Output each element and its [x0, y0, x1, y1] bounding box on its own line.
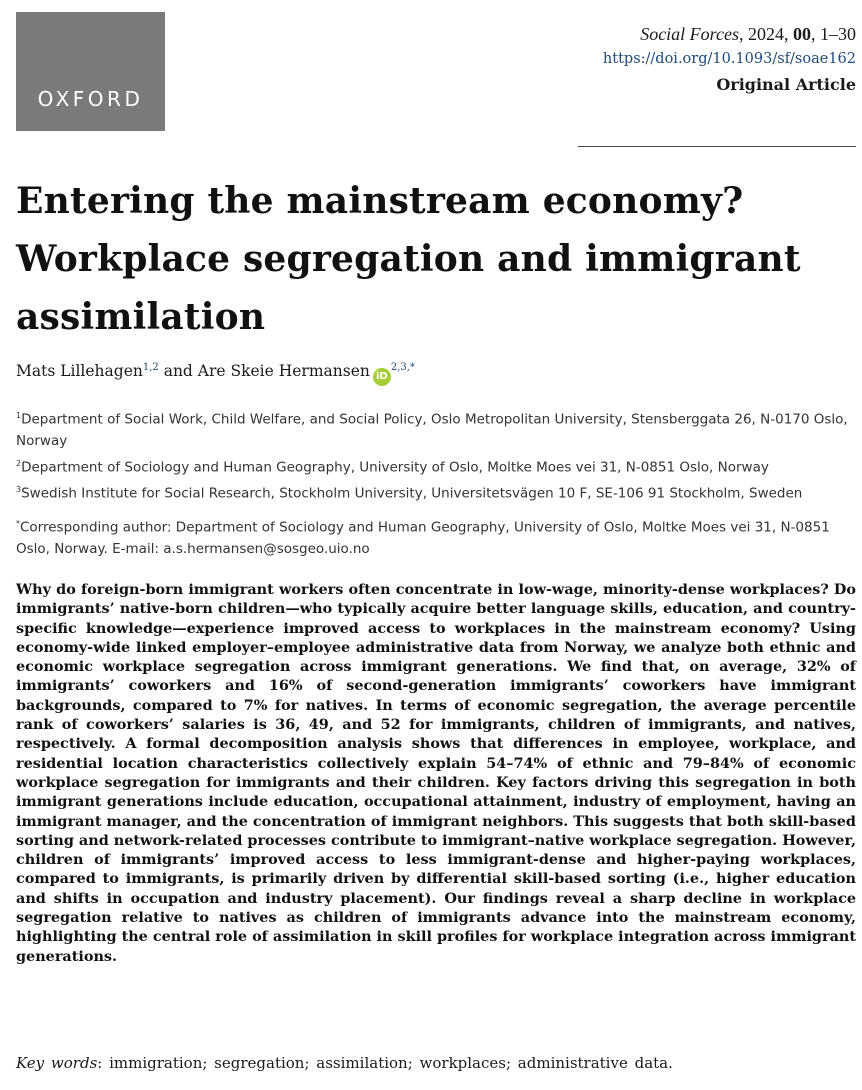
keywords-label: Key words	[16, 1054, 98, 1072]
author-2-name[interactable]: Are Skeie Hermansen	[197, 362, 370, 381]
affiliation-text: Department of Social Work, Child Welfare, and Social Policy, Oslo Metropolitan University, Stensberggata 26, N-0170 Oslo, Norway	[16, 411, 848, 449]
keywords	[16, 1054, 673, 1072]
affiliation-number: 3	[16, 484, 22, 494]
oxford-logo	[16, 12, 165, 131]
keywords-list: : immigration; segregation; assimilation; workplaces; administrative data.	[97, 1054, 673, 1072]
article-type: Original Article	[716, 75, 856, 94]
author-line	[16, 362, 415, 386]
affiliation-2	[16, 453, 856, 479]
author-2-affil[interactable]: 2,3,*	[390, 362, 415, 373]
article-title: Entering the mainstream economy? Workplace segregation and immigrant assimilation	[16, 180, 801, 338]
affiliation-text: Swedish Institute for Social Research, Stockholm University, Universitetsvägen 10 F, SE-106 91 Stockholm, Sweden	[21, 485, 803, 501]
citation-pages: , 1–30	[811, 24, 856, 44]
affiliation-number: 1	[16, 411, 22, 420]
corresponding-text: Corresponding author: Department of Sociology and Human Geography, University of Oslo, Moltke Moes vei 31, N-0851 Oslo, Norway. E-mail: a.s.hermansen@sosgeo.uio.no	[16, 519, 830, 557]
affiliations	[16, 405, 856, 560]
affiliation-number: 2	[16, 458, 22, 468]
citation-volume: 00	[793, 24, 811, 44]
corresponding-author	[16, 513, 856, 561]
journal-name: Social Forces	[640, 24, 739, 44]
affiliation-3	[16, 479, 856, 505]
logo-text: OXFORD	[37, 87, 144, 111]
affiliation-1	[16, 405, 856, 453]
abstract: Why do foreign-born immigrant workers often concentrate in low-wage, minority-dense workplaces? Do immigrants’ native-born children—who typically acquire better language skills, education, and country-specific knowledge—experience improved access to workplaces in the mainstream economy? Using economy-wide linked employer–employee administrative data from Norway, we analyze both ethnic and economic workplace segregation across immigrant generations. We find that, on average, 32% of immigrants’ coworkers and 16% of second-generation immigrants’ coworkers have immigrant backgrounds, compared to 7% for natives. In terms of economic segregation, the average percentile rank of coworkers’ salaries is 36, 49, and 52 for immigrants, children of immigrants, and natives, respectively. A formal decomposition analysis shows that differences in employee, workplace, and residential location characteristics collectively explain 54–74% of ethnic and 79–84% of economic workplace segregation for immigrants and their children. Key factors driving this segregation in both immigrant generations include education, occupational attainment, industry of employment, having an immigrant manager, and the concentration of immigrant neighbors. This suggests that both skill-based sorting and network-related processes contribute to immigrant–native workplace segregation. However, children of immigrants’ improved access to less immigrant-dense and higher-paying workplaces, compared to immigrants, is primarily driven by differential skill-based sorting (i.e., higher education and shifts in occupation and industry placement). Our findings reveal a sharp decline in workplace segregation relative to natives as children of immigrants advance into the mainstream economy, highlighting the central role of assimilation in skill profiles for workplace integration across immigrant generations.	[16, 581, 856, 965]
citation-year: , 2024,	[739, 24, 793, 44]
citation	[603, 22, 856, 47]
doi-link[interactable]: https://doi.org/10.1093/sf/soae162	[602, 51, 856, 67]
affiliation-text: Department of Sociology and Human Geography, University of Oslo, Moltke Moes vei 31, N-0851 Oslo, Norway	[21, 459, 769, 475]
corresponding-mark: *	[16, 518, 20, 528]
author-1-affil[interactable]: 1,2	[142, 362, 159, 373]
author-conjunction: and	[158, 362, 198, 381]
header-rule	[578, 146, 856, 147]
journal-info	[603, 22, 856, 97]
orcid-icon[interactable]: iD	[373, 368, 391, 386]
author-1-name[interactable]: Mats Lillehagen	[16, 362, 143, 381]
